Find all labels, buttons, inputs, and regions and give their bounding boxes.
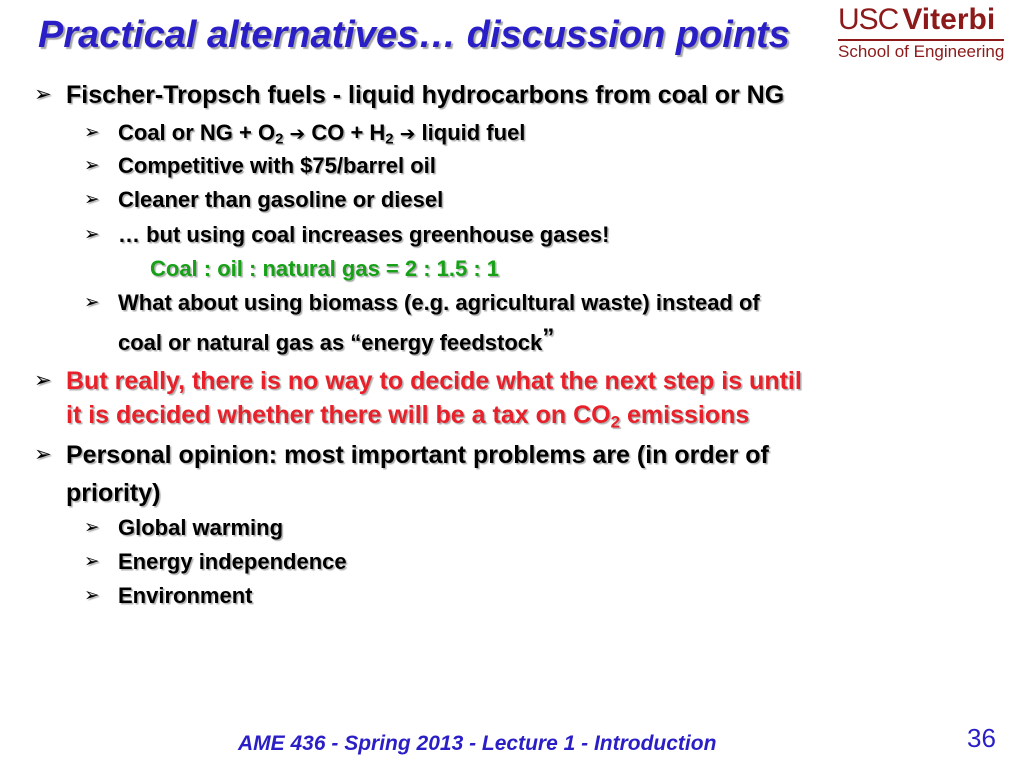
bullet-environment: ➢ Environment (118, 579, 252, 613)
arrowhead-bullet-icon: ➢ (84, 155, 100, 176)
right-arrow-icon: ➔ (289, 124, 306, 145)
bullet-personal-opinion-cont: priority) (66, 479, 161, 507)
bullet-co2-tax: ➢ But really, there is no way to decide what the next step is until (66, 364, 802, 398)
arrowhead-bullet-icon: ➢ (84, 292, 100, 313)
arrowhead-bullet-icon: ➢ (84, 189, 100, 210)
ratio-note: Coal : oil : natural gas = 2 : 1.5 : 1 (150, 256, 500, 281)
slide-footer: AME 436 - Spring 2013 - Lecture 1 - Introduction (238, 732, 717, 755)
logo-usc: USC (838, 3, 899, 36)
bullet-global-warming: ➢ Global warming (118, 511, 283, 545)
bullet-fischer-tropsch: ➢ Fischer-Tropsch fuels - liquid hydrocarbons from coal or NG (66, 78, 784, 112)
arrowhead-bullet-icon: ➢ (84, 224, 100, 245)
arrowhead-bullet-icon: ➢ (34, 442, 52, 467)
bullet-cleaner: ➢ Cleaner than gasoline or diesel (118, 183, 443, 217)
arrowhead-bullet-icon: ➢ (34, 82, 52, 107)
logo-school: School of Engineering (838, 42, 1005, 61)
arrowhead-bullet-icon: ➢ (84, 585, 100, 606)
bullet-co2-tax-cont: it is decided whether there will be a tax on $CO_2$ emissions (66, 401, 750, 432)
arrowhead-bullet-icon: ➢ (34, 368, 52, 393)
page-number: 36 (967, 723, 996, 753)
usc-viterbi-logo (838, 4, 1008, 64)
arrowhead-bullet-icon: ➢ (84, 517, 100, 538)
arrowhead-bullet-icon: ➢ (84, 551, 100, 572)
slide-title: Practical alternatives… discussion points (38, 14, 790, 56)
bullet-personal-opinion: ➢ Personal opinion: most important problems are (in order of (66, 438, 769, 472)
logo-viterbi: Viterbi (902, 3, 996, 36)
right-arrow-icon: ➔ (399, 124, 416, 145)
bullet-competitive: ➢ Competitive with $75/barrel oil (118, 149, 436, 183)
bullet-energy-independence: ➢ Energy independence (118, 545, 347, 579)
arrowhead-bullet-icon: ➢ (84, 122, 100, 143)
logo-divider (838, 39, 1004, 41)
bullet-reaction: ➢ Coal or NG + $O_2$ ➔ CO + $H_2$ ➔ liquid fuel (118, 116, 525, 152)
bullet-biomass-cont: coal or natural gas as “energy feedstock” (118, 324, 555, 355)
bullet-greenhouse: ➢ … but using coal increases greenhouse gases! (118, 218, 610, 252)
bullet-biomass: ➢ What about using biomass (e.g. agricultural waste) instead of (118, 286, 760, 320)
